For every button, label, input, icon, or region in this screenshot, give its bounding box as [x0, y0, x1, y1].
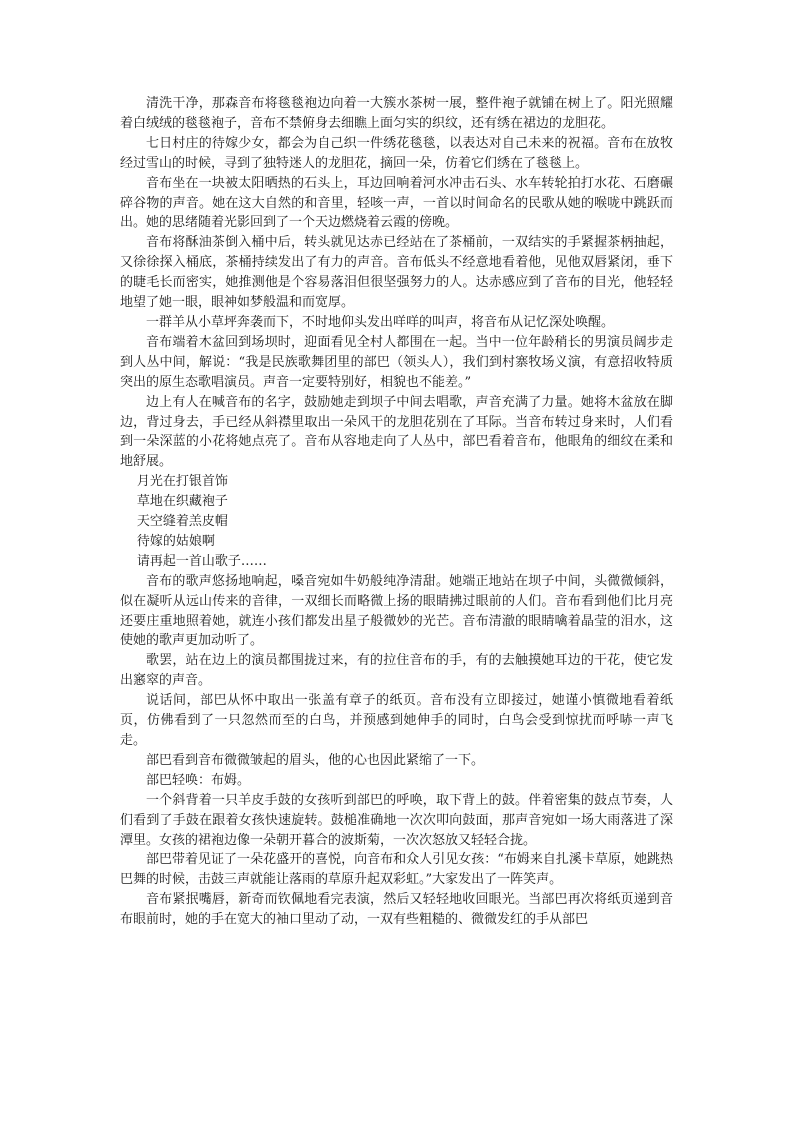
paragraph: 清洗干净，那森音布将毯毯袍边向着一大簇水茶树一展，整件袍子就铺在树上了。阳光照耀着白绒绒的毯毯袍子，音布不禁俯身去细瞧上面匀实的织纹，还有绣在裙边的龙胆花。 — [120, 96, 673, 131]
verse-line: 待嫁的姑娘啊 — [136, 533, 215, 549]
verse-line: 月光在打银首饰 — [136, 474, 228, 490]
paragraph: 七日村庄的待嫁少女，都会为自己织一件绣花毯毯，以表达对自己未来的祝福。音布在放牧经过雪山的时候，寻到了独特迷人的龙胆花，摘回一朵，仿着它们绣在了毯毯上。 — [120, 135, 673, 171]
paragraph: 一群羊从小草坪奔袭而下，不时地仰头发出咩咩的叫声，将音布从记忆深处唤醒。 — [146, 314, 615, 330]
paragraph: 音布将酥油茶倒入桶中后，转头就见达赤已经站在了茶桶前，一双结实的手紧握茶柄抽起，又徐徐探入桶底，茶桶持续发出了有力的声音。音布低头不经意地看着他，见他双唇紧闭，垂下的睫毛长而密实，她推测他是个容易落泪但很坚强努力的人。达赤感应到了音布的目光，他轻轻地望了她一眼，眼神如梦般温和而宽厚。 — [120, 235, 673, 311]
song-verse — [120, 472, 673, 572]
paragraph: 说话间，部巴从怀中取出一张盖有章子的纸页。音布没有立即接过，她谨小慎微地看着纸页，仿佛看到了一只忽然而至的白鸟，并预感到她伸手的同时，白鸟会受到惊扰而呼哧一声飞走。 — [120, 693, 673, 748]
paragraph: 音布坐在一块被太阳晒热的石头上，耳边回响着河水冲击石头、水车转轮拍打水花、石磨碾碎谷物的声音。她在这大自然的和音里，轻咳一声，一首以时间命名的民歌从她的喉咙中跳跃而出。她的思绪随着光影回到了一个天边燃烧着云霞的傍晚。 — [120, 175, 673, 231]
article-body — [120, 94, 673, 930]
paragraph: 音布端着木盆回到场坝时，迎面看见全村人都围在一起。当中一位年龄稍长的男演员阔步走到人丛中间，解说：“我是民族歌舞团里的部巴（领头人），我们到村寨牧场义演，有意招收特质突出的原生态歌唱演员。声音一定要特别好，相貌也不能差。” — [120, 334, 673, 390]
paragraph: 音布的歌声悠扬地响起，嗓音宛如牛奶般纯净清甜。她端正地站在坝子中间，头微微倾斜，似在凝听从远山传来的音律，一双细长而略微上扬的眼睛拂过眼前的人们。音布看到他们比月亮还要庄重地照着她，就连小孩们都发出星子般微妙的光芒。音布清澈的眼睛噙着晶莹的泪水，这使她的歌声更加动听了。 — [120, 573, 673, 649]
paragraph: 部巴看到音布微微皱起的眉头，他的心也因此紧缩了一下。 — [146, 752, 485, 768]
paragraph: 歌罢，站在边上的演员都围拢过来，有的拉住音布的手，有的去触摸她耳边的干花，使它发出窸窣的声音。 — [120, 653, 673, 689]
verse-line: 请再起一首山歌子…… — [136, 553, 267, 569]
verse-line: 天空缝着羔皮帽 — [136, 514, 228, 530]
paragraph: 边上有人在喊音布的名字，鼓励她走到坝子中间去唱歌，声音充满了力量。她将木盆放在脚边，背过身去，手已经从斜襟里取出一朵风干的龙胆花别在了耳际。当音布转过身来时，人们看到一朵深蓝的小花将她点亮了。音布从容地走向了人丛中，部巴看着音布，他眼角的细纹在柔和地舒展。 — [120, 394, 673, 470]
paragraph: 音布紧抿嘴唇，新奇而钦佩地看完表演，然后又轻轻地收回眼光。当部巴再次将纸页递到音布眼前时，她的手在宽大的袖口里动了动，一双有些粗糙的、微微发红的手从部巴 — [120, 892, 673, 928]
verse-line: 草地在织藏袍子 — [136, 494, 228, 510]
paragraph: 部巴轻唤：布姆。 — [146, 772, 251, 788]
paragraph: 部巴带着见证了一朵花盛开的喜悦，向音布和众人引见女孩：“布姆来自扎溪卡草原，她跳热巴舞的时候，击鼓三声就能让落雨的草原升起双彩虹。”大家发出了一阵笑声。 — [120, 852, 673, 888]
paragraph: 一个斜背着一只羊皮手鼓的女孩听到部巴的呼唤，取下背上的鼓。伴着密集的鼓点节奏，人们看到了手鼓在跟着女孩快速旋转。鼓槌准确地一次次叩向鼓面，那声音宛如一场大雨落进了深潭里。女孩的裙袍边像一朵朝开暮合的波斯菊，一次次怒放又轻轻合拢。 — [120, 792, 673, 848]
